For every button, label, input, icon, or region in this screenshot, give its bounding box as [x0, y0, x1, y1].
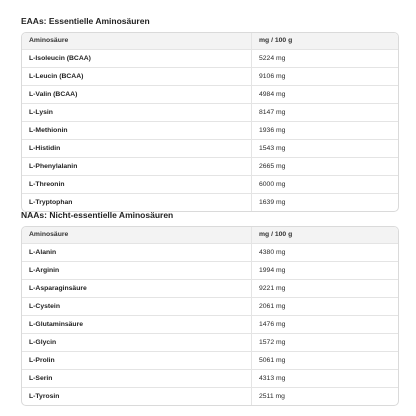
naa-title: NAAs: Nicht-essentielle Aminosäuren: [21, 210, 174, 220]
amino-acid-name: L-Glutaminsäure: [22, 316, 252, 334]
amino-acid-name: L-Histidin: [22, 140, 252, 158]
table-row: [22, 122, 398, 140]
table-row: [22, 68, 398, 86]
amino-acid-amount: 1994 mg: [252, 262, 398, 280]
amino-acid-amount: 5061 mg: [252, 352, 398, 370]
column-header-amount: mg / 100 g: [252, 227, 398, 244]
amino-acid-amount: 1572 mg: [252, 334, 398, 352]
table-header-row: [22, 33, 398, 50]
amino-acid-name: L-Leucin (BCAA): [22, 68, 252, 86]
column-header-amino-acid: Aminosäure: [22, 33, 252, 50]
table-row: [22, 298, 398, 316]
amino-acid-amount: 2061 mg: [252, 298, 398, 316]
table-header-row: [22, 227, 398, 244]
amino-acid-name: L-Threonin: [22, 176, 252, 194]
amino-acid-amount: 1936 mg: [252, 122, 398, 140]
eaa-table: [21, 32, 399, 212]
amino-acid-name: L-Cystein: [22, 298, 252, 316]
amino-acid-name: L-Valin (BCAA): [22, 86, 252, 104]
amino-acid-name: L-Asparaginsäure: [22, 280, 252, 298]
amino-acid-name: L-Arginin: [22, 262, 252, 280]
column-header-amount: mg / 100 g: [252, 33, 398, 50]
table-row: [22, 352, 398, 370]
amino-acid-name: L-Lysin: [22, 104, 252, 122]
table-row: [22, 158, 398, 176]
amino-acid-amount: 5224 mg: [252, 50, 398, 68]
amino-acid-amount: 6000 mg: [252, 176, 398, 194]
table-row: [22, 50, 398, 68]
amino-acid-amount: 8147 mg: [252, 104, 398, 122]
amino-acid-amount: 4313 mg: [252, 370, 398, 388]
table-row: [22, 370, 398, 388]
naa-table: [21, 226, 399, 406]
amino-acid-amount: 4380 mg: [252, 244, 398, 262]
amino-acid-amount: 2511 mg: [259, 393, 285, 400]
amino-acid-name: L-Glycin: [22, 334, 252, 352]
amino-acid-name: L-Prolin: [22, 352, 252, 370]
eaa-section: [21, 16, 397, 212]
amino-acid-name: L-Tryptophan: [22, 194, 252, 211]
column-header-amino-acid: Aminosäure: [22, 227, 252, 244]
table-row: [22, 280, 398, 298]
amino-acid-amount: 2665 mg: [252, 158, 398, 176]
amino-acid-name: L-Alanin: [22, 244, 252, 262]
amino-acid-amount: 9106 mg: [252, 68, 398, 86]
table-row: [22, 104, 398, 122]
table-row: [22, 176, 398, 194]
table-row: [22, 86, 398, 104]
table-row: [22, 388, 398, 405]
amino-acid-amount: 1543 mg: [252, 140, 398, 158]
amino-acid-amount: 1639 mg: [259, 199, 286, 206]
table-row: [22, 262, 398, 280]
amino-acid-name: L-Phenylalanin: [22, 158, 252, 176]
table-row: [22, 194, 398, 211]
eaa-title: EAAs: Essentielle Aminosäuren: [21, 16, 150, 26]
table-row: [22, 316, 398, 334]
amino-acid-name: L-Serin: [22, 370, 252, 388]
naa-section: [21, 210, 397, 406]
table-row: [22, 140, 398, 158]
amino-acid-name: L-Isoleucin (BCAA): [22, 50, 252, 68]
amino-acid-name: L-Tyrosin: [22, 388, 252, 405]
amino-acid-amount: 9221 mg: [252, 280, 398, 298]
amino-acid-name: L-Methionin: [22, 122, 252, 140]
amino-acid-amount: 1476 mg: [252, 316, 398, 334]
amino-acid-amount: 4984 mg: [252, 86, 398, 104]
table-row: [22, 244, 398, 262]
table-row: [22, 334, 398, 352]
